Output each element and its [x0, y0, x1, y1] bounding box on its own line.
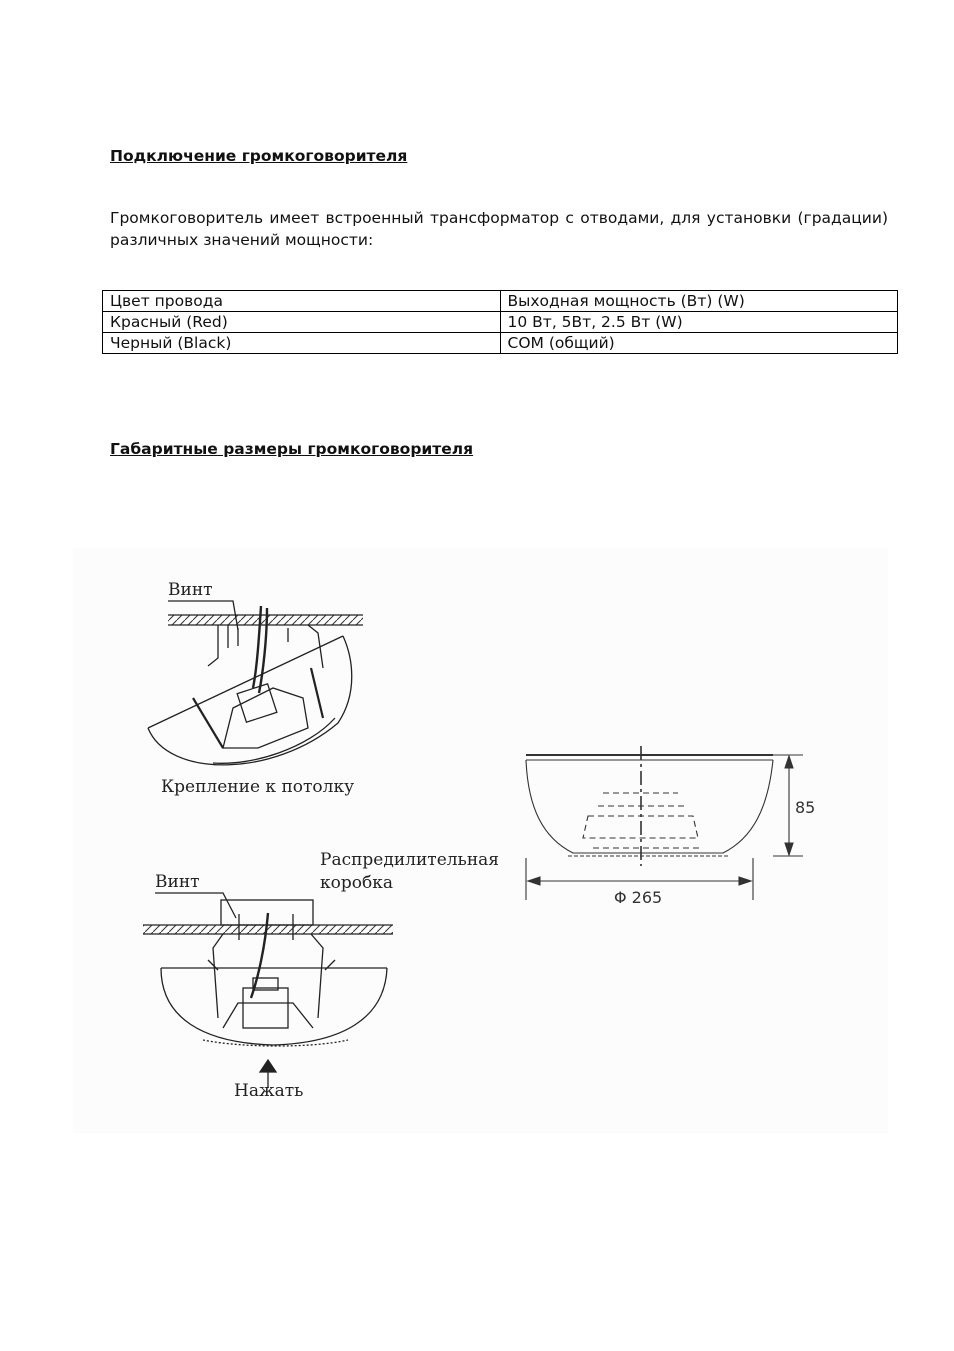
- table-header-cell: Цвет провода: [103, 291, 501, 312]
- mounting-dimensions-figure: [73, 548, 888, 1133]
- diameter-dimension: Φ 265: [614, 888, 663, 907]
- junction-box-label-line1: Распредилительная: [320, 850, 500, 870]
- speaker-dimension-drawing: [526, 746, 803, 900]
- height-dimension: 85: [795, 798, 816, 817]
- ceiling-mount-caption: Крепление к потолку: [161, 777, 355, 797]
- junction-box-label-line2: коробка: [320, 873, 393, 893]
- table-cell: Красный (Red): [103, 312, 501, 333]
- connection-paragraph: Громкоговоритель имеет встроенный трансформатор с отводами, для установки (градации) различных значений мощности:: [110, 209, 888, 249]
- table-cell: COM (общий): [500, 333, 898, 354]
- table-header-row: [103, 291, 898, 312]
- table-row: [103, 333, 898, 354]
- table-cell: Черный (Black): [103, 333, 501, 354]
- table-cell: 10 Вт, 5Вт, 2.5 Вт (W): [500, 312, 898, 333]
- section-heading-connection: Подключение громкоговорителя: [110, 147, 408, 165]
- wire-color-table: [102, 290, 898, 354]
- table-row: [103, 312, 898, 333]
- section-heading-dimensions: Габаритные размеры громкоговорителя: [110, 440, 474, 458]
- table-header-cell: Выходная мощность (Вт) (W): [500, 291, 898, 312]
- screw-label-bottom: Винт: [155, 872, 200, 892]
- screw-label-top: Винт: [168, 580, 213, 600]
- junction-box-mount-diagram: [143, 893, 393, 1088]
- ceiling-mount-diagram: [148, 601, 363, 765]
- press-caption: Нажать: [234, 1081, 304, 1101]
